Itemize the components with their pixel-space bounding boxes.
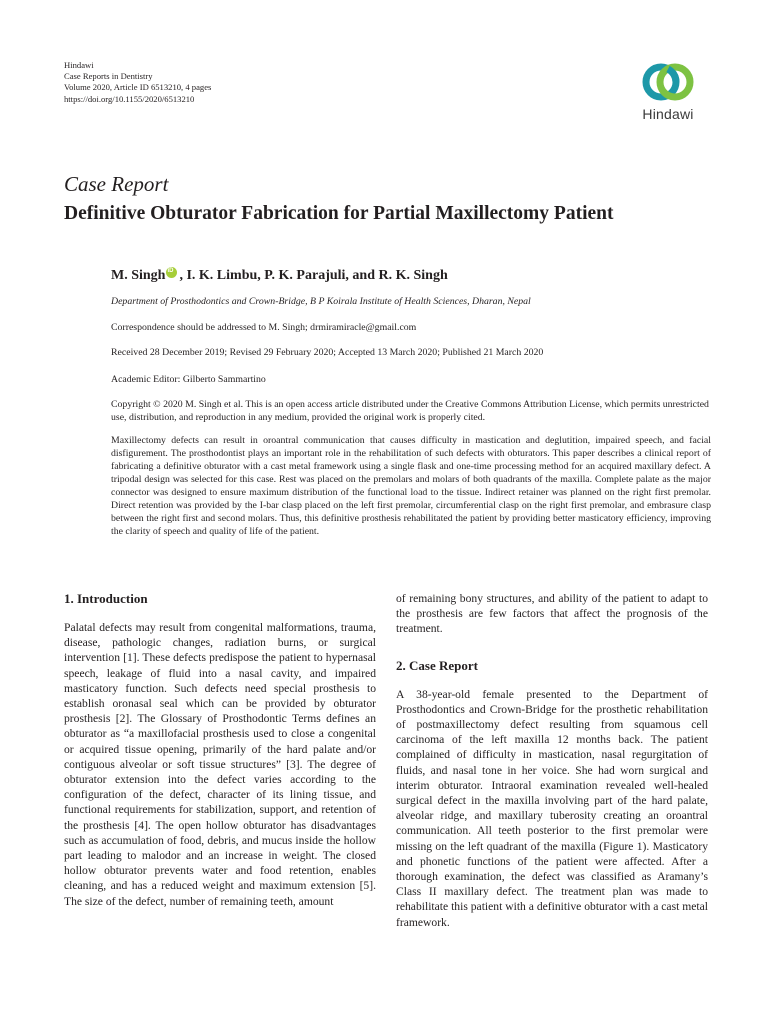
left-column [64,591,376,909]
orcid-icon[interactable] [166,267,177,278]
affiliation: Department of Prosthodontics and Crown-Bridge, B P Koirala Institute of Health Sciences, Dharan, Nepal [111,296,531,307]
case-report-paragraph: A 38-year-old female presented to the Department of Prosthodontics and Crown-Bridge for the prosthetic rehabilitation of postmaxillectomy defect resulting from squamous cell carcinoma of the left maxilla 12 months back. The patient complained of difficulty in mastication, nasal regurgitation of fluids, and nasal tone in her voice. She had worn surgical and interim obturator. Intraoral examination revealed well-healed surgical defect in the maxilla involving part of the hard palate, alveolar ridge, and maxillary tuberosity creating an oroantral communication. All teeth posterior to the first premolar were missing on the left quadrant of the maxilla (Figure 1). Masticatory and phonetic functions of the patient were affected. After a thorough examination, the defect was classified as Aramany’s Class II maxillary defect. The treatment plan was made to rehabilitate this patient with a definitive obturator with a cast metal framework. [396,687,708,929]
copyright-notice: Copyright © 2020 M. Singh et al. This is an open access article distributed under the Creative Commons Attribution License, which permits unrestricted use, distribution, and reproduction in any medium, provided the original work is properly cited. [111,399,709,423]
hindawi-logo [630,60,706,134]
first-author[interactable]: M. Singh [111,268,166,283]
right-column [396,591,708,930]
introduction-paragraph: Palatal defects may result from congenital malformations, trauma, disease, pathologic changes, radiation burns, or surgical intervention [1]. These defects predispose the patient to hypernasal speech, leakage of fluid into a nasal cavity, and impaired masticatory function. Such defects need special prosthesis to establish oronasal seal which can be provided by obturator prosthesis [2]. The Glossary of Prosthodontic Terms defines an obturator as “a maxillofacial prosthesis used to close a congenital or acquired tissue opening, primarily of the hard palate and/or contiguous alveolar or soft tissue structures” [3]. The degree of obturator extension into the defect varies according to the configuration of the defect, character of its lining tissue, and functional requirements for stabilization, support, and retention of the prosthesis [4]. The open hollow obturator has disadvantages such as accumulation of food, debris, and mucus inside the hollow part leading to malodor and an increase in weight. The closed hollow obturator prevents water and food retention, enables cleaning, and has a reduced weight and maximum extension [5]. The size of the defect, number of remaining teeth, amount [64,621,376,908]
publisher-name: Hindawi [64,60,94,70]
journal-name: Case Reports in Dentistry [64,71,153,82]
article-type: Case Report [64,172,169,196]
doi-link[interactable]: https://doi.org/10.1155/2020/6513210 [64,93,195,104]
correspondence: Correspondence should be addressed to M. Singh; drmiramiracle@gmail.com [111,322,417,333]
abstract: Maxillectomy defects can result in oroantral communication that causes difficulty in mastication and deglutition, impaired speech, and facial disfigurement. The prosthodontist plays an important role in the rehabilitation of such defects with obturators. This paper describes a clinical report of fabricating a definitive obturator with a cast metal framework using a single flask and one-time processing method for an acquired maxillary defect. A tripodal design was selected for this case. Rest was placed on the premolars and molars of both quadrants of the maxilla. Complete palate as the major connector was designed to ensure maximum distribution of the functional load to the tissue. Indirect retainer was planned on the right first premolar. Direct retention was provided by the I-bar clasp placed on the left first premolar, circumferential clasp on the right first premolar, and embrasure clasp between the right first and second molars. Thus, this definitive prosthesis rehabilitated the patient by providing better masticatory efficiency, improving the clarity of speech and quality of life of the patient. [111,435,711,537]
introduction-heading: 1. Introduction [64,591,148,606]
introduction-continued: of remaining bony structures, and ability of the patient to adapt to the prosthesis are few factors that affect the prognosis of the treatment. [396,592,708,636]
case-report-heading: 2. Case Report [396,657,478,673]
other-authors: , I. K. Limbu, P. K. Parajuli, and R. K. Singh [179,268,448,283]
hindawi-rings-icon [641,60,695,104]
volume-info: Volume 2020, Article ID 6513210, 4 pages [64,82,212,93]
logo-wordmark: Hindawi [642,106,694,122]
academic-editor: Academic Editor: Gilberto Sammartino [111,374,266,385]
journal-header [64,60,211,105]
publication-dates: Received 28 December 2019; Revised 29 February 2020; Accepted 13 March 2020; Published 21 March 2020 [111,347,544,358]
article-title: Definitive Obturator Fabrication for Partial Maxillectomy Patient [64,203,614,224]
author-list [111,267,448,284]
